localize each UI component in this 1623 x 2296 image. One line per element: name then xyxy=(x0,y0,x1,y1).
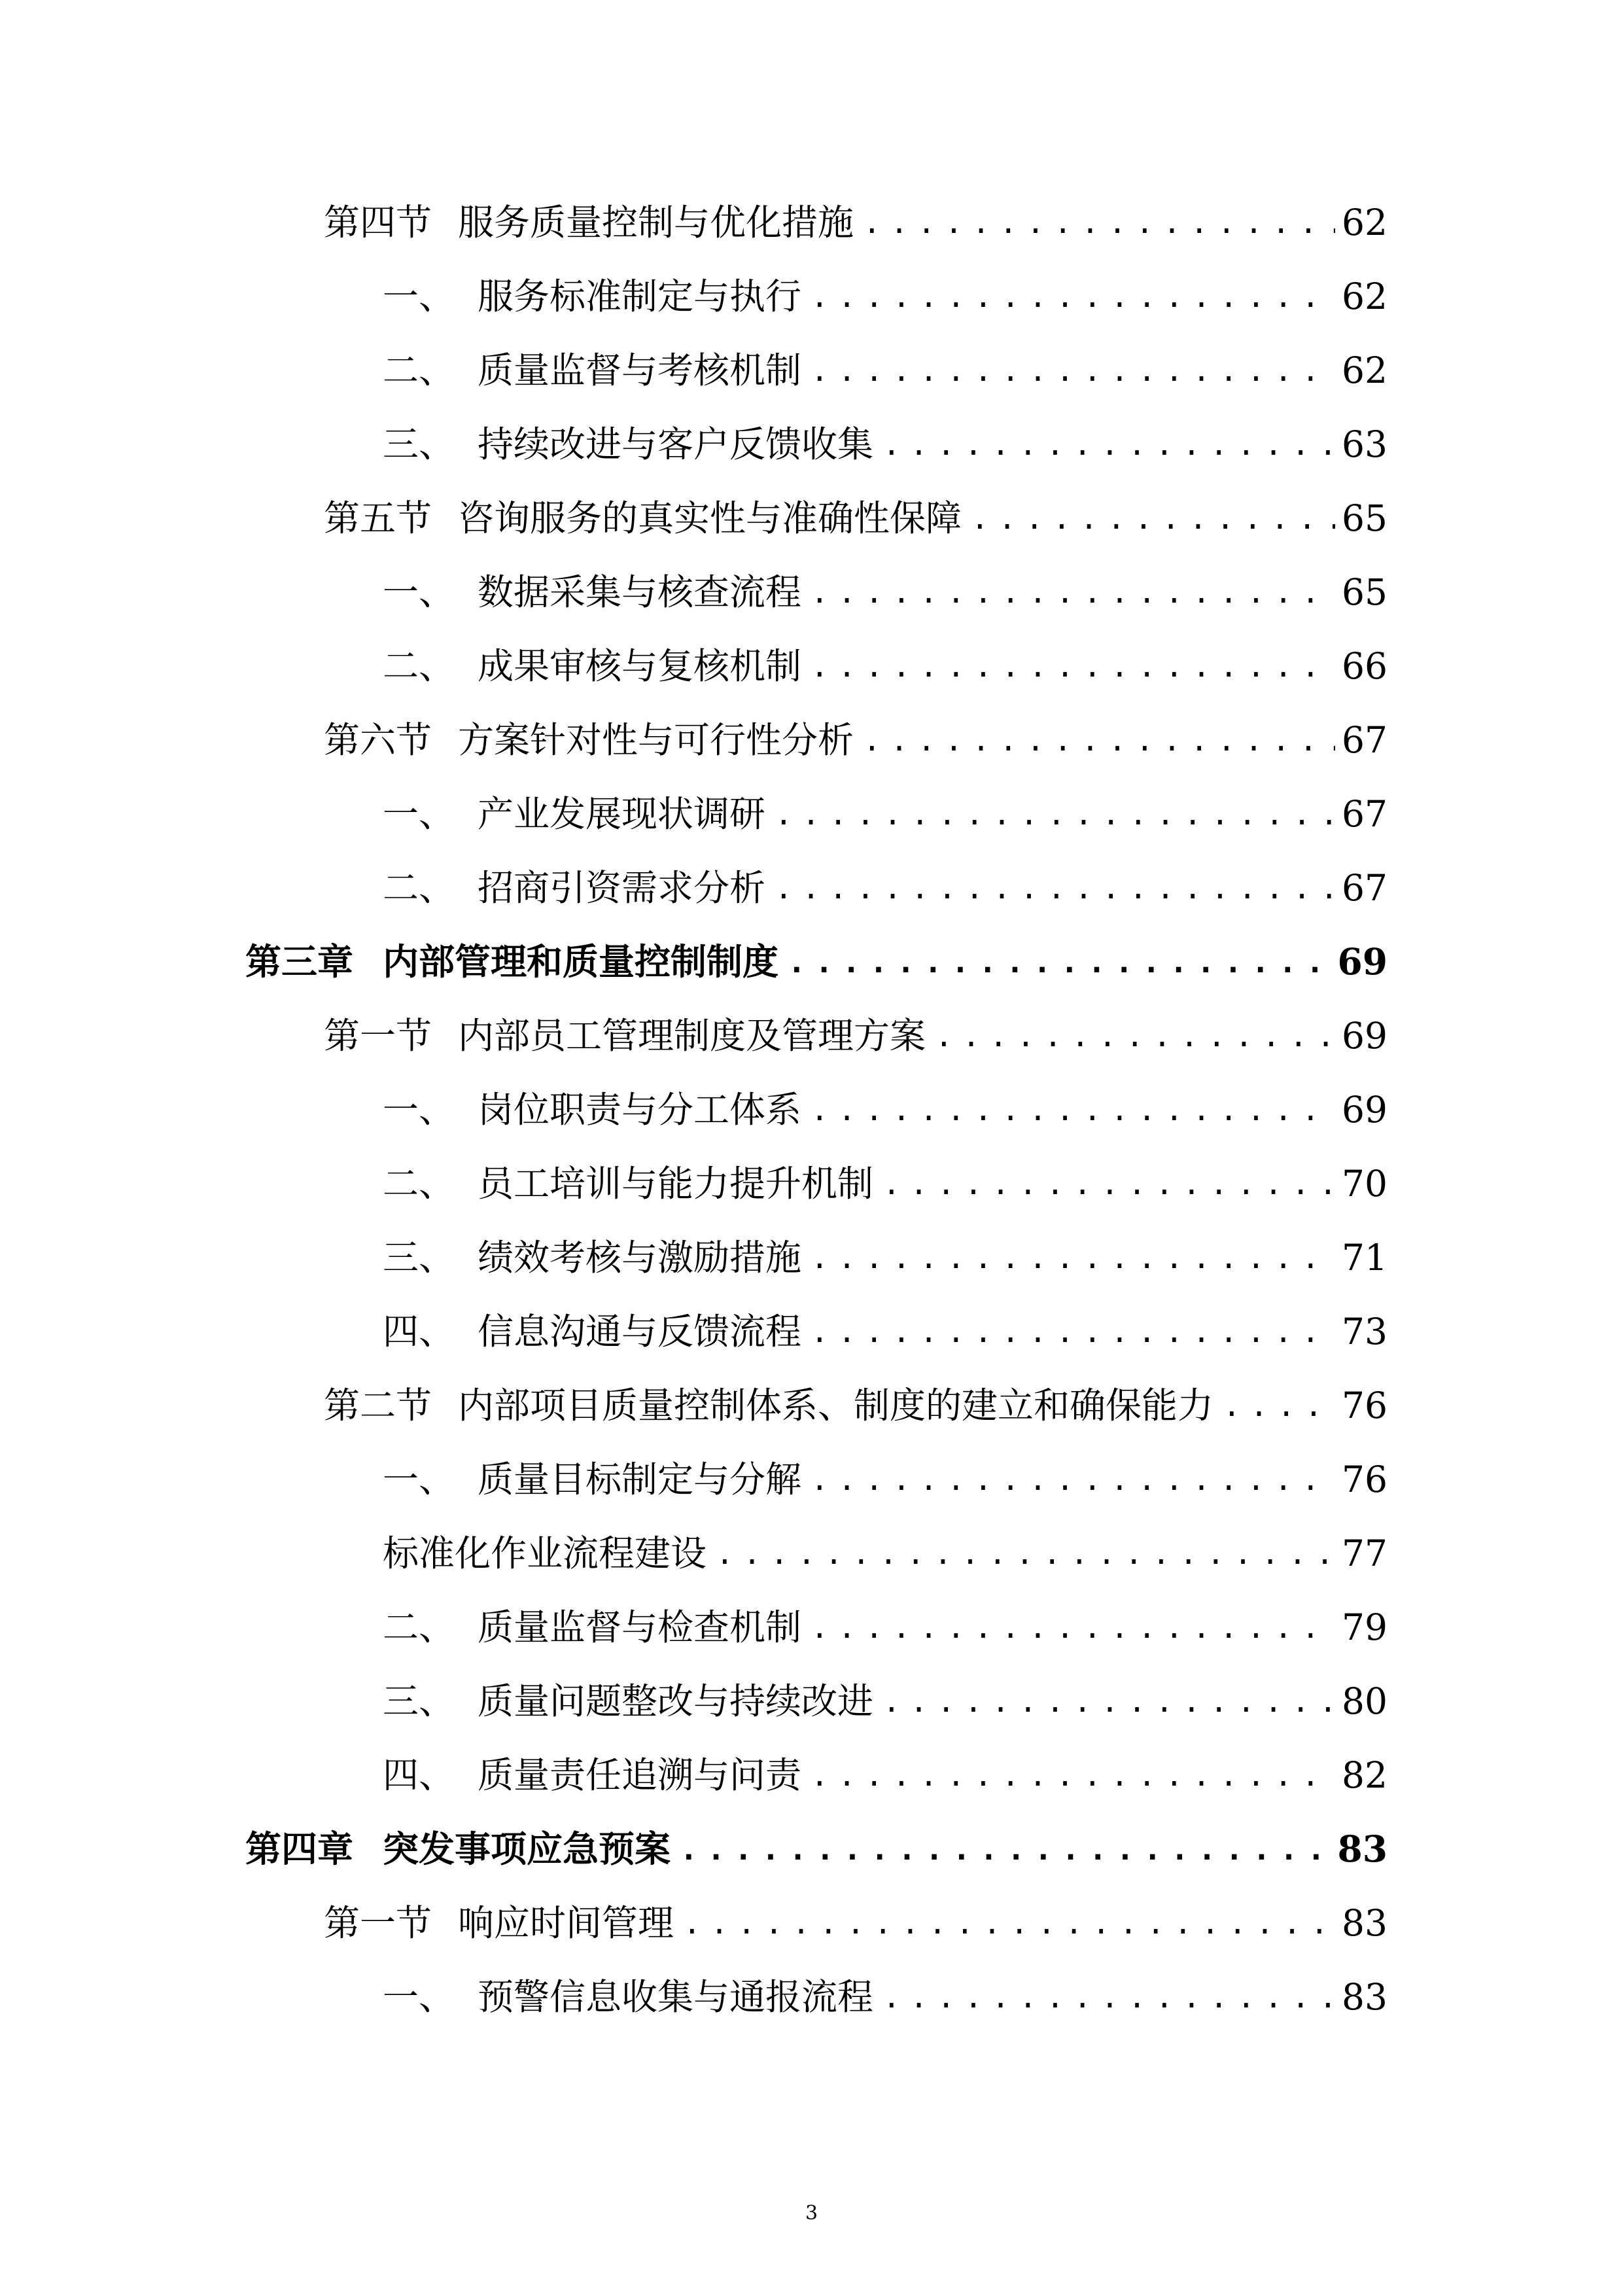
toc-entry-number: 四、 xyxy=(383,1754,455,1796)
toc-entry-section[interactable] xyxy=(324,196,1387,249)
dot-leader xyxy=(811,1453,1335,1506)
toc-entry-number: 第四章 xyxy=(245,1828,354,1870)
toc-entry-number: 一、 xyxy=(383,1458,455,1500)
toc-entry-number: 二、 xyxy=(383,349,455,391)
toc-entry-number: 第二节 xyxy=(324,1385,432,1426)
dot-leader xyxy=(863,196,1335,249)
toc-entry-number: 第五节 xyxy=(324,497,432,539)
dot-leader xyxy=(811,270,1335,323)
dot-leader xyxy=(882,1157,1335,1210)
toc-entry-item[interactable] xyxy=(383,862,1387,914)
toc-page-number: 65 xyxy=(1342,571,1387,613)
toc-entry-number: 二、 xyxy=(383,1606,455,1648)
dot-leader xyxy=(788,936,1331,988)
dot-leader xyxy=(811,1305,1335,1358)
toc-entry-title: 预警信息收集与通报流程 xyxy=(478,1976,874,2018)
toc-entry-item[interactable] xyxy=(383,1305,1387,1358)
dot-leader xyxy=(680,1823,1331,1875)
toc-entry-title: 持续改进与客户反馈收集 xyxy=(478,423,874,465)
toc-page-number: 66 xyxy=(1342,645,1387,687)
toc-entry-title: 员工培训与能力提升机制 xyxy=(478,1163,874,1205)
toc-entry-item[interactable] xyxy=(383,344,1387,397)
toc-page-number: 71 xyxy=(1342,1237,1387,1279)
toc-page-number: 63 xyxy=(1342,423,1387,465)
toc-page-number: 69 xyxy=(1337,940,1387,983)
dot-leader xyxy=(882,418,1335,470)
toc-entry-title: 内部项目质量控制体系、制度的建立和确保能力 xyxy=(458,1385,1214,1426)
dot-leader xyxy=(971,492,1335,544)
toc-entry-number: 三、 xyxy=(383,423,455,465)
toc-page-number: 82 xyxy=(1342,1754,1387,1796)
toc-page-number: 76 xyxy=(1342,1458,1387,1500)
dot-leader xyxy=(683,1897,1335,1949)
toc-page-number: 80 xyxy=(1342,1680,1387,1722)
toc-entry-chapter[interactable] xyxy=(245,1823,1387,1875)
toc-entry-number: 第四节 xyxy=(324,202,432,243)
dot-leader xyxy=(863,714,1335,766)
toc-entry-item[interactable] xyxy=(383,1971,1387,2023)
toc-entry-number: 第一节 xyxy=(324,1902,432,1944)
toc-entry-item[interactable] xyxy=(383,788,1387,840)
toc-entry-item[interactable] xyxy=(383,566,1387,618)
toc-entry-number: 第三章 xyxy=(245,940,354,983)
toc-entry-title: 质量责任追溯与问责 xyxy=(478,1754,802,1796)
toc-page-number: 62 xyxy=(1342,202,1387,243)
toc-entry-item[interactable] xyxy=(383,1157,1387,1210)
toc-page-number: 70 xyxy=(1342,1163,1387,1205)
dot-leader xyxy=(811,344,1335,397)
toc-entry-title: 岗位职责与分工体系 xyxy=(478,1089,802,1131)
toc-page-number: 67 xyxy=(1342,867,1387,909)
toc-entry-section[interactable] xyxy=(324,714,1387,766)
toc-entry-title: 内部员工管理制度及管理方案 xyxy=(458,1015,926,1057)
dot-leader xyxy=(775,788,1335,840)
toc-entry-item[interactable] xyxy=(383,1675,1387,1727)
toc-entry-number: 三、 xyxy=(383,1680,455,1722)
toc-entry-title: 质量监督与检查机制 xyxy=(478,1606,802,1648)
dot-leader xyxy=(882,1971,1335,2023)
dot-leader xyxy=(935,1010,1335,1062)
toc-entry-section[interactable] xyxy=(324,1379,1387,1432)
toc-entry-title: 响应时间管理 xyxy=(458,1902,674,1944)
toc-page-number: 83 xyxy=(1337,1828,1387,1870)
toc-entry-number: 二、 xyxy=(383,645,455,687)
dot-leader xyxy=(811,1749,1335,1801)
toc-entry-item[interactable] xyxy=(383,1453,1387,1506)
dot-leader xyxy=(882,1675,1335,1727)
toc-entry-number: 一、 xyxy=(383,275,455,317)
dot-leader xyxy=(811,640,1335,692)
toc-entry-title: 标准化作业流程建设 xyxy=(383,1532,707,1574)
toc-entry-item[interactable] xyxy=(383,1601,1387,1653)
toc-entry-title: 突发事项应急预案 xyxy=(383,1828,671,1870)
page-footer-number: 3 xyxy=(805,2202,818,2225)
toc-entry-title: 数据采集与核查流程 xyxy=(478,571,802,613)
toc-entry-number: 一、 xyxy=(383,1089,455,1131)
toc-page-number: 69 xyxy=(1342,1015,1387,1057)
dot-leader xyxy=(811,1601,1335,1653)
toc-entry-section[interactable] xyxy=(324,1897,1387,1949)
toc-entry-title: 产业发展现状调研 xyxy=(478,793,766,835)
toc-entry-item[interactable] xyxy=(383,640,1387,692)
toc-entry-title: 信息沟通与反馈流程 xyxy=(478,1311,802,1352)
toc-entry-number: 第一节 xyxy=(324,1015,432,1057)
toc-entry-section[interactable] xyxy=(324,1010,1387,1062)
toc-page-number: 77 xyxy=(1342,1532,1387,1574)
toc-entry-number: 一、 xyxy=(383,1976,455,2018)
toc-entry-item[interactable] xyxy=(383,1749,1387,1801)
toc-entry-title: 质量问题整改与持续改进 xyxy=(478,1680,874,1722)
toc-entry-item[interactable] xyxy=(383,1084,1387,1136)
toc-entry-title: 咨询服务的真实性与准确性保障 xyxy=(458,497,962,539)
toc-entry-number: 二、 xyxy=(383,867,455,909)
dot-leader xyxy=(1223,1379,1335,1432)
toc-entry-number: 四、 xyxy=(383,1311,455,1352)
dot-leader xyxy=(775,862,1335,914)
toc-entry-number: 三、 xyxy=(383,1237,455,1279)
dot-leader xyxy=(811,1231,1335,1284)
toc-entry-title: 招商引资需求分析 xyxy=(478,867,766,909)
toc-page-number: 67 xyxy=(1342,793,1387,835)
dot-leader xyxy=(811,1084,1335,1136)
toc-page-number: 76 xyxy=(1342,1385,1387,1426)
toc-entry-item[interactable] xyxy=(383,270,1387,323)
toc-entry-number: 一、 xyxy=(383,571,455,613)
toc-entry-title: 服务标准制定与执行 xyxy=(478,275,802,317)
toc-page-number: 69 xyxy=(1342,1089,1387,1131)
toc-page-number: 73 xyxy=(1342,1311,1387,1352)
toc-entry-item[interactable] xyxy=(383,418,1387,470)
dot-leader xyxy=(716,1527,1335,1580)
toc-entry-number: 二、 xyxy=(383,1163,455,1205)
toc-page-number: 62 xyxy=(1342,275,1387,317)
toc-page-number: 79 xyxy=(1342,1606,1387,1648)
dot-leader xyxy=(811,566,1335,618)
toc-entry-title: 服务质量控制与优化措施 xyxy=(458,202,854,243)
toc-entry-chapter[interactable] xyxy=(245,936,1387,988)
toc-entry-title: 质量监督与考核机制 xyxy=(478,349,802,391)
toc-entry-number: 第六节 xyxy=(324,719,432,761)
toc-page-number: 67 xyxy=(1342,719,1387,761)
toc-page-number: 83 xyxy=(1342,1902,1387,1944)
toc-entry-item[interactable] xyxy=(383,1527,1387,1580)
toc-page-number: 83 xyxy=(1342,1976,1387,2018)
toc-entry-number: 一、 xyxy=(383,793,455,835)
toc-page-number: 62 xyxy=(1342,349,1387,391)
toc-entry-title: 绩效考核与激励措施 xyxy=(478,1237,802,1279)
toc-entry-title: 质量目标制定与分解 xyxy=(478,1458,802,1500)
toc-entry-title: 方案针对性与可行性分析 xyxy=(458,719,854,761)
toc-entry-title: 内部管理和质量控制制度 xyxy=(383,940,779,983)
toc-page-number: 65 xyxy=(1342,497,1387,539)
toc-entry-section[interactable] xyxy=(324,492,1387,544)
toc-entry-item[interactable] xyxy=(383,1231,1387,1284)
toc-entry-title: 成果审核与复核机制 xyxy=(478,645,802,687)
